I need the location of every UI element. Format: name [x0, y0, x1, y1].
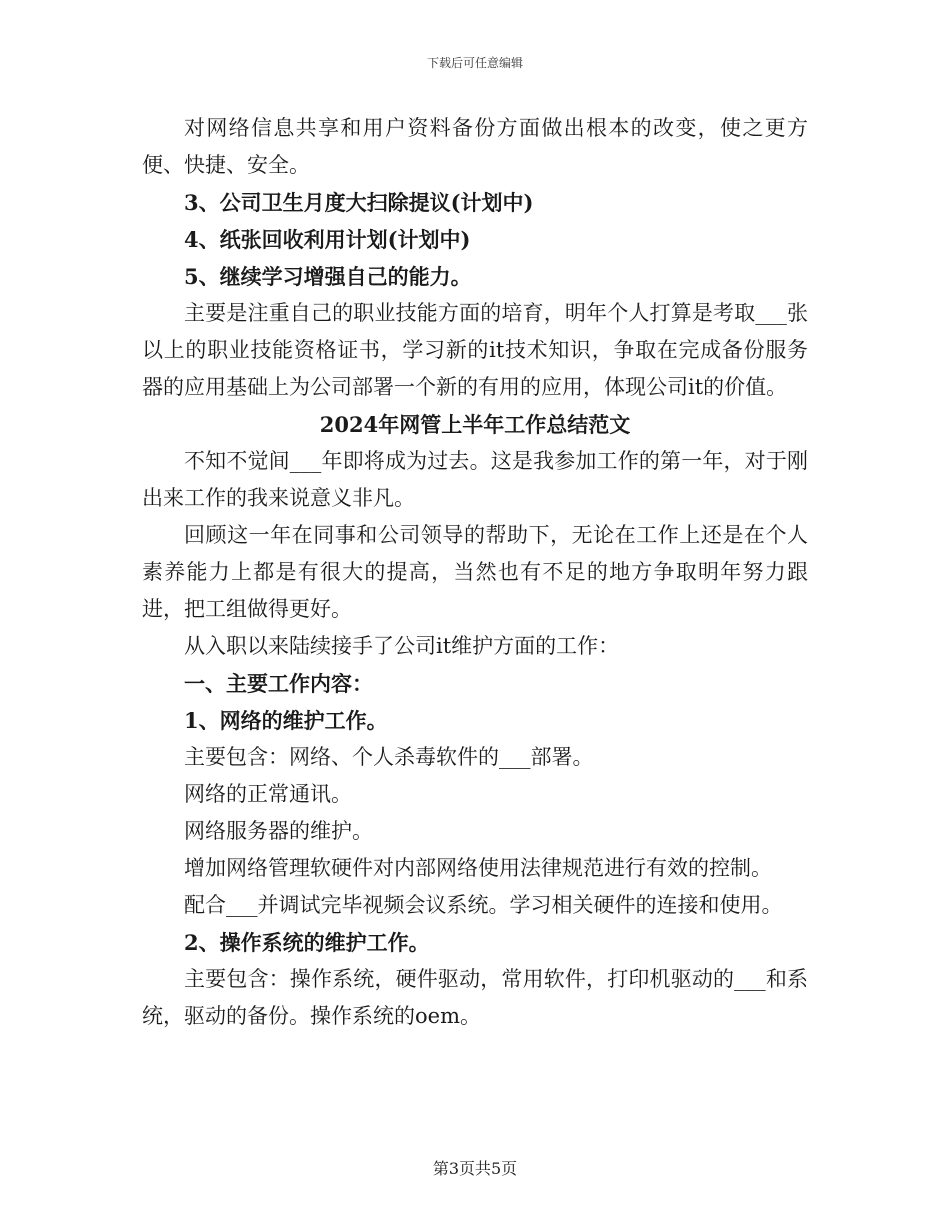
page-header: 下载后可任意编辑: [426, 56, 523, 70]
paragraph-network-2: 网络的正常通讯。: [184, 782, 352, 806]
paragraph-os-1: 主要包含：操作系统，硬件驱动，常用软件，打印机驱动的___和系统，驱动的备份。操作系统的oem。: [142, 967, 808, 1028]
subheading-network: 1、网络的维护工作。: [184, 708, 388, 733]
paragraph-network-3: 网络服务器的维护。: [184, 819, 373, 843]
list-item-4: 4、纸张回收利用计划(计划中): [184, 227, 471, 252]
subheading-main-work: 一、主要工作内容：: [184, 671, 373, 696]
paragraph-continuation: 对网络信息共享和用户资料备份方面做出根本的改变，使之更方便、快捷、安全。: [142, 116, 808, 177]
paragraph-review: 回顾这一年在同事和公司领导的帮助下，无论在工作上还是在个人素养能力上都是有很大的提高，当然也有不足的地方争取明年努力跟进，把工组做得更好。: [142, 523, 808, 621]
paragraph-intro: 不知不觉间___年即将成为过去。这是我参加工作的第一年，对于刚出来工作的我来说意义非凡。: [142, 449, 808, 510]
page-footer: 第3页共5页: [432, 1159, 518, 1178]
paragraph-network-5: 配合___并调试完毕视频会议系统。学习相关硬件的连接和使用。: [184, 893, 783, 917]
paragraph-work-start: 从入职以来陆续接手了公司it维护方面的工作：: [184, 634, 620, 658]
list-item-5: 5、继续学习增强自己的能力。: [184, 264, 472, 289]
paragraph-skills: 主要是注重自己的职业技能方面的培育，明年个人打算是考取___张以上的职业技能资格证书，学习新的it技术知识，争取在完成备份服务器的应用基础上为公司部署一个新的有用的应用，体现公司it的价值。: [142, 301, 808, 399]
list-item-3: 3、公司卫生月度大扫除提议(计划中): [184, 190, 534, 215]
paragraph-network-1: 主要包含：网络、个人杀毒软件的___部署。: [184, 745, 594, 769]
subheading-os: 2、操作系统的维护工作。: [184, 930, 430, 955]
paragraph-network-4: 增加网络管理软硬件对内部网络使用法律规范进行有效的控制。: [184, 856, 772, 880]
section-title: 2024年网管上半年工作总结范文: [319, 412, 631, 437]
document-body: [142, 110, 808, 1035]
